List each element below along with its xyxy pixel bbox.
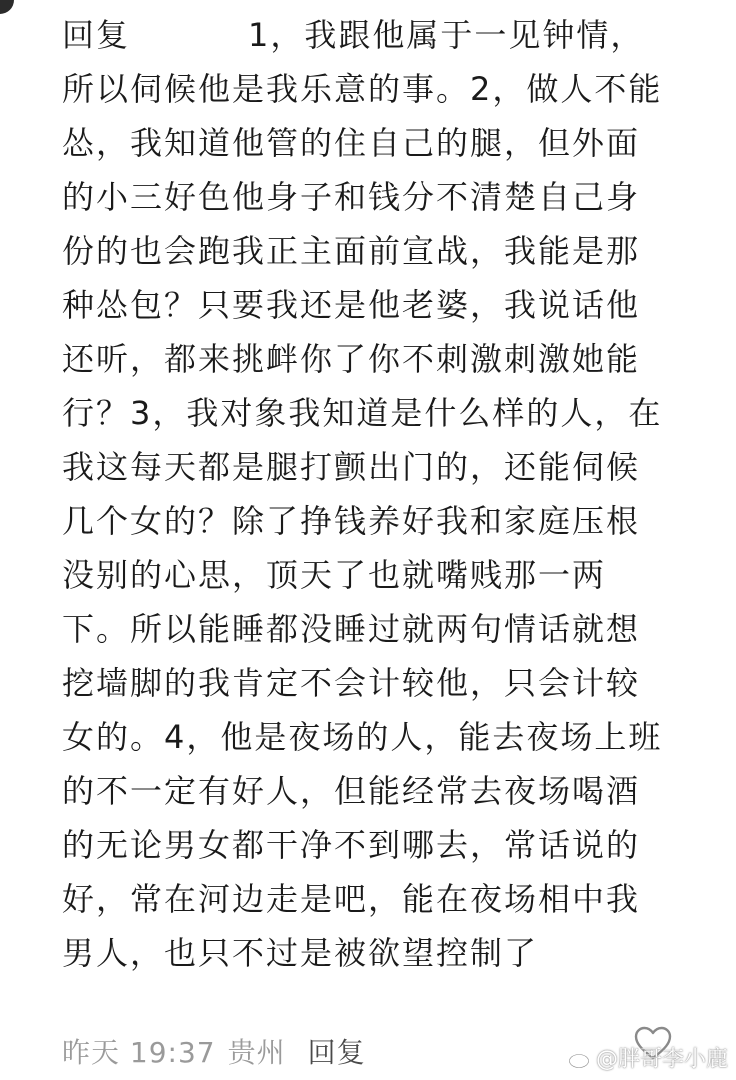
watermark-text: @胖哥李小鹿 xyxy=(595,1047,728,1072)
comment-line: 还听，都来挑衅你了你不刺激刺激她能 xyxy=(62,340,641,378)
weibo-logo-icon xyxy=(568,1047,594,1069)
comment-body xyxy=(62,8,702,980)
reply-prefix[interactable]: 回复 xyxy=(62,16,131,54)
reply-button[interactable]: 回复 xyxy=(307,1036,366,1069)
comment-line: 种怂包？只要我还是他老婆，我说话他 xyxy=(62,286,641,324)
comment-line: 的不一定有好人，但能经常去夜场喝酒 xyxy=(62,772,641,810)
comment-line: 怂，我知道他管的住自己的腿，但外面 xyxy=(62,124,641,162)
comment-line: 行？3，我对象我知道是什么样的人，在 xyxy=(62,394,663,432)
comment-line: 男人，也只不过是被欲望控制了 xyxy=(62,934,539,972)
comment-line: 份的也会跑我正主面前宣战，我能是那 xyxy=(62,232,641,270)
comment-line: 的无论男女都干净不到哪去，常话说的 xyxy=(62,826,641,864)
comment-line: 下。所以能睡都没睡过就两句情话就想 xyxy=(62,610,641,648)
comment-line: 所以伺候他是我乐意的事。2，做人不能 xyxy=(62,70,663,108)
watermark xyxy=(568,1042,728,1073)
comment-footer xyxy=(62,1026,366,1076)
comment-line: 的小三好色他身子和钱分不清楚自己身 xyxy=(62,178,641,216)
comment-location: 贵州 xyxy=(227,1036,286,1069)
comment-line: 女的。4，他是夜场的人，能去夜场上班 xyxy=(62,718,663,756)
comment-line xyxy=(62,8,702,62)
avatar[interactable] xyxy=(0,0,14,14)
comment-line: 挖墙脚的我肯定不会计较他，只会计较 xyxy=(62,664,641,702)
comment-line: 没别的心思，顶天了也就嘴贱那一两 xyxy=(62,556,607,594)
comment-text: 1，我跟他属于一见钟情， xyxy=(248,16,645,54)
comment-line: 好，常在河边走是吧，能在夜场相中我 xyxy=(62,880,641,918)
comment-line: 几个女的？除了挣钱养好我和家庭压根 xyxy=(62,502,641,540)
comment-timestamp: 昨天 19:37 xyxy=(62,1036,216,1069)
comment-line: 我这每天都是腿打颤出门的，还能伺候 xyxy=(62,448,641,486)
